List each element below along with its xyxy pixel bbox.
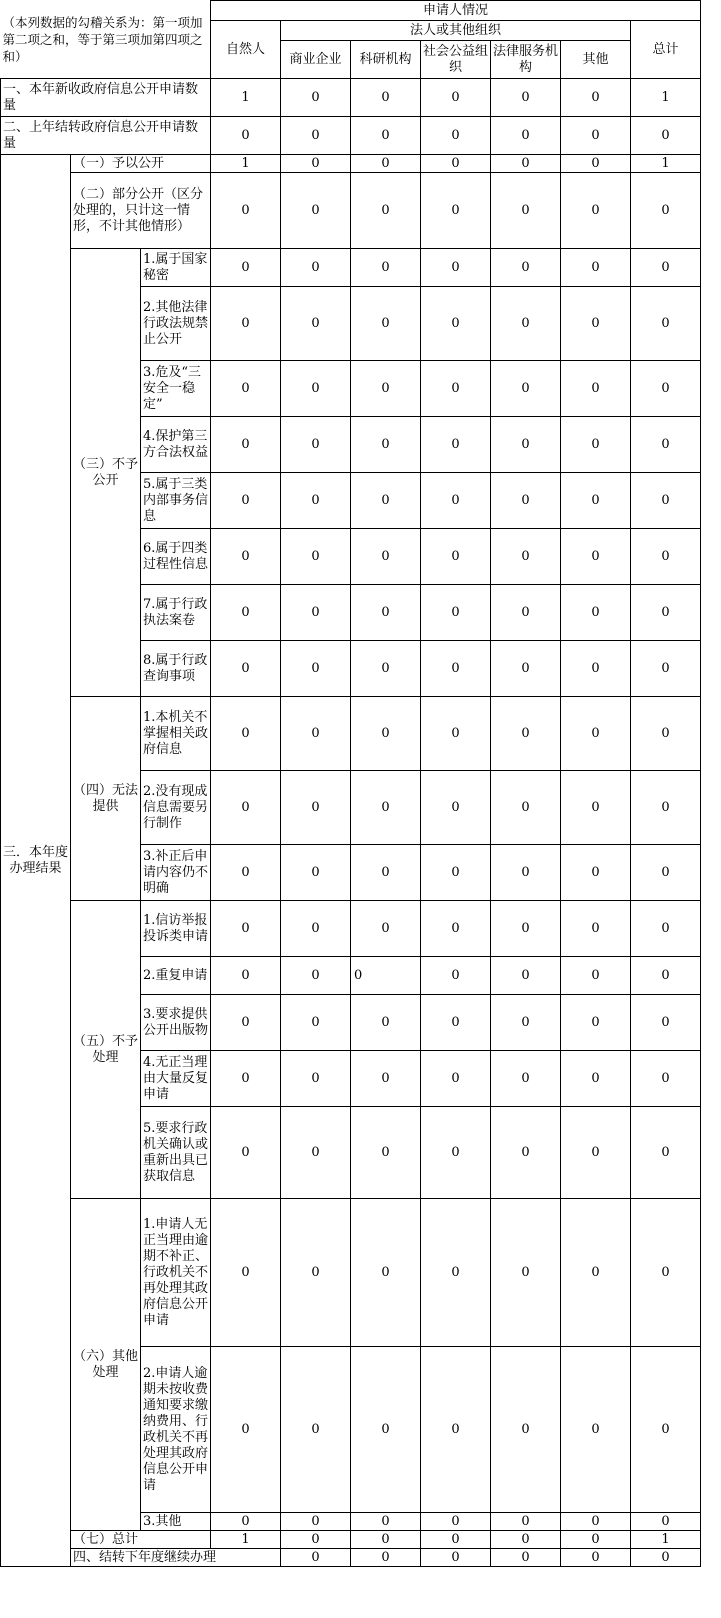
cell: 0 (351, 1513, 421, 1531)
row-label: （一）予以公开 (71, 155, 211, 173)
cell: 0 (561, 249, 631, 287)
cell: 0 (281, 641, 351, 697)
cell: 0 (211, 473, 281, 529)
cell: 0 (211, 117, 281, 155)
cell: 0 (491, 173, 561, 249)
cell: 0 (561, 845, 631, 901)
cell: 0 (211, 957, 281, 995)
cell: 0 (211, 995, 281, 1051)
cell: 0 (561, 697, 631, 771)
table-row (1, 155, 701, 173)
cell: 1 (211, 155, 281, 173)
table-row (1, 1199, 701, 1347)
cell: 0 (631, 473, 701, 529)
cell: 0 (281, 1531, 351, 1549)
header-total: 总计 (631, 21, 701, 79)
table-row (1, 697, 701, 771)
cell: 0 (491, 845, 561, 901)
row-label: 1.本机关不掌握相关政府信息 (141, 697, 211, 771)
cell: 1 (211, 1531, 281, 1549)
cell: 0 (211, 361, 281, 417)
cell: 0 (631, 1199, 701, 1347)
cell: 0 (421, 473, 491, 529)
cell: 0 (211, 173, 281, 249)
cell: 0 (281, 995, 351, 1051)
cell: 0 (281, 529, 351, 585)
cell: 0 (421, 1513, 491, 1531)
row-label: 4.无正当理由大量反复申请 (141, 1051, 211, 1107)
cell: 1 (631, 79, 701, 117)
table-row (1, 1531, 701, 1549)
cell: 0 (211, 585, 281, 641)
table-row (1, 249, 701, 287)
row-label: 4.保护第三方合法权益 (141, 417, 211, 473)
table-row (1, 901, 701, 957)
cell: 0 (211, 1199, 281, 1347)
cell: 0 (421, 845, 491, 901)
header-legal-service: 法律服务机构 (491, 41, 561, 79)
cell: 0 (351, 1107, 421, 1199)
cell: 0 (351, 585, 421, 641)
cell: 0 (351, 1199, 421, 1347)
cell: 0 (211, 771, 281, 845)
cell: 0 (491, 79, 561, 117)
cell: 0 (351, 697, 421, 771)
cell: 0 (561, 79, 631, 117)
cell: 0 (491, 155, 561, 173)
cell: 0 (561, 957, 631, 995)
cell: 0 (561, 1107, 631, 1199)
cell: 0 (351, 995, 421, 1051)
cell: 0 (211, 1051, 281, 1107)
cell: 0 (561, 173, 631, 249)
cell: 0 (631, 1051, 701, 1107)
cell: 0 (281, 417, 351, 473)
cell: 0 (351, 1347, 421, 1513)
cell: 0 (351, 287, 421, 361)
header-natural-person: 自然人 (211, 21, 281, 79)
cell: 0 (561, 473, 631, 529)
cell: 0 (281, 1199, 351, 1347)
table-row (1, 173, 701, 249)
cell: 0 (561, 641, 631, 697)
cell: 0 (281, 249, 351, 287)
cell: 0 (421, 173, 491, 249)
cell: 0 (351, 361, 421, 417)
cell: 0 (351, 529, 421, 585)
cell: 0 (351, 1051, 421, 1107)
cell: 0 (421, 155, 491, 173)
cell: 0 (281, 957, 351, 995)
cell: 0 (561, 155, 631, 173)
cell: 0 (631, 1107, 701, 1199)
row-label: 3.要求提供公开出版物 (141, 995, 211, 1051)
cell: 0 (561, 417, 631, 473)
cell: 1 (631, 155, 701, 173)
cell: 0 (491, 957, 561, 995)
row-label: 5.要求行政机关确认或重新出具已获取信息 (141, 1107, 211, 1199)
cell: 0 (211, 287, 281, 361)
cell: 0 (211, 529, 281, 585)
cell: 0 (561, 361, 631, 417)
cell: 0 (281, 1347, 351, 1513)
cell: 0 (351, 845, 421, 901)
row-label: 1.信访举报投诉类申请 (141, 901, 211, 957)
cell: 0 (421, 287, 491, 361)
cell: 0 (421, 995, 491, 1051)
cell: 0 (631, 957, 701, 995)
cell: 0 (281, 1549, 351, 1567)
cell: 0 (491, 417, 561, 473)
cell: 0 (561, 1549, 631, 1567)
cell: 0 (421, 957, 491, 995)
cell: 0 (491, 1513, 561, 1531)
cell: 0 (211, 845, 281, 901)
cell: 0 (281, 1513, 351, 1531)
cell: 0 (421, 1347, 491, 1513)
cell: 0 (281, 287, 351, 361)
header-applicant-situation: 申请人情况 (211, 1, 701, 21)
cell: 0 (421, 901, 491, 957)
cell: 0 (631, 117, 701, 155)
cell: 0 (351, 473, 421, 529)
cell: 0 (631, 901, 701, 957)
cell: 0 (561, 1347, 631, 1513)
cell: 0 (491, 1549, 561, 1567)
cell: 0 (421, 641, 491, 697)
row-label: 5.属于三类内部事务信息 (141, 473, 211, 529)
cell: 0 (421, 1549, 491, 1567)
cell: 0 (631, 1549, 701, 1567)
cell: 0 (561, 117, 631, 155)
cell: 0 (491, 287, 561, 361)
cell: 0 (281, 117, 351, 155)
cell: 0 (351, 1549, 421, 1567)
header-other: 其他 (561, 41, 631, 79)
cell: 0 (421, 1199, 491, 1347)
cell: 0 (631, 361, 701, 417)
cell: 0 (421, 361, 491, 417)
row-label: （二）部分公开（区分处理的，只计这一情形，不计其他情形） (71, 173, 211, 249)
cell: 0 (211, 417, 281, 473)
cell: 0 (631, 417, 701, 473)
row-label: 7.属于行政执法案卷 (141, 585, 211, 641)
cell: 0 (281, 1107, 351, 1199)
cell: 0 (491, 585, 561, 641)
cell: 0 (281, 585, 351, 641)
group-unable-provide-label: （四）无法 提供 (71, 697, 141, 901)
cell: 0 (491, 771, 561, 845)
header-commercial: 商业企业 (281, 41, 351, 79)
cell: 0 (211, 697, 281, 771)
cell: 0 (211, 901, 281, 957)
group-other-processing-label: （六）其他 处理 (71, 1199, 141, 1531)
cell: 0 (351, 641, 421, 697)
cell: 0 (351, 417, 421, 473)
cell: 0 (561, 901, 631, 957)
cell: 0 (351, 957, 421, 995)
cell: 0 (211, 641, 281, 697)
row-label: 3.危及“三安全一稳定” (141, 361, 211, 417)
cell: 0 (351, 249, 421, 287)
cell: 0 (561, 995, 631, 1051)
cell: 0 (281, 361, 351, 417)
row-label: 8.属于行政查询事项 (141, 641, 211, 697)
header-social-welfare: 社会公益组织 (421, 41, 491, 79)
cell: 0 (421, 529, 491, 585)
cell: 0 (561, 585, 631, 641)
row-label: 3.其他 (141, 1513, 211, 1531)
cell: 0 (631, 249, 701, 287)
header-research: 科研机构 (351, 41, 421, 79)
cell: 0 (631, 995, 701, 1051)
cell: 0 (631, 771, 701, 845)
cell: 0 (491, 1531, 561, 1549)
cell: 0 (561, 1513, 631, 1531)
table-row (1, 1549, 701, 1567)
cell: 0 (351, 771, 421, 845)
cell: 0 (631, 697, 701, 771)
cell: 0 (631, 845, 701, 901)
row-label: 一、本年新收政府信息公开申请数量 (1, 79, 211, 117)
cell: 0 (211, 249, 281, 287)
row-label: 2.没有现成信息需要另行制作 (141, 771, 211, 845)
group-no-disclosure-label: （三）不予公开 (71, 249, 141, 697)
cell: 1 (211, 79, 281, 117)
cell: 0 (561, 1531, 631, 1549)
cell: 0 (491, 901, 561, 957)
cell: 0 (421, 1051, 491, 1107)
cell: 0 (491, 697, 561, 771)
cell: 0 (351, 117, 421, 155)
cell: 0 (631, 585, 701, 641)
cell: 0 (561, 529, 631, 585)
cell: 0 (491, 249, 561, 287)
cell: 0 (351, 901, 421, 957)
cell: 0 (211, 1107, 281, 1199)
cell: 0 (281, 901, 351, 957)
cell: 0 (281, 473, 351, 529)
cell: 0 (491, 1199, 561, 1347)
cell: 0 (491, 641, 561, 697)
cell: 1 (631, 1531, 701, 1549)
cell: 0 (561, 287, 631, 361)
cell: 0 (491, 529, 561, 585)
cell: 0 (421, 585, 491, 641)
row-label: 二、上年结转政府信息公开申请数量 (1, 117, 211, 155)
section3-label: 三．本年度办理结果 (1, 155, 71, 1567)
cell: 0 (281, 697, 351, 771)
cell: 0 (351, 79, 421, 117)
cell: 0 (631, 529, 701, 585)
cell: 0 (631, 287, 701, 361)
row-label: 2.其他法律行政法规禁止公开 (141, 287, 211, 361)
row-label: 1.申请人无正当理由逾期不补正、行政机关不再处理其政府信息公开申请 (141, 1199, 211, 1347)
cell: 0 (631, 641, 701, 697)
row-label: 1.属于国家秘密 (141, 249, 211, 287)
cell: 0 (281, 771, 351, 845)
cell: 0 (561, 771, 631, 845)
cell: 0 (351, 155, 421, 173)
cell: 0 (421, 1531, 491, 1549)
cell: 0 (351, 1531, 421, 1549)
cell: 0 (281, 173, 351, 249)
table-row (1, 79, 701, 117)
cell: 0 (421, 697, 491, 771)
cell: 0 (421, 771, 491, 845)
cell: 0 (491, 361, 561, 417)
cell: 0 (491, 995, 561, 1051)
header-legal-orgs: 法人或其他组织 (281, 21, 631, 41)
cell: 0 (281, 845, 351, 901)
row-label: 四、结转下年度继续办理 (71, 1549, 281, 1567)
row-label: 6.属于四类过程性信息 (141, 529, 211, 585)
row-label: 3.补正后申请内容仍不明确 (141, 845, 211, 901)
cell: 0 (631, 1513, 701, 1531)
cell: 0 (421, 117, 491, 155)
cell: 0 (561, 1051, 631, 1107)
cell: 0 (491, 1107, 561, 1199)
cell: 0 (211, 1347, 281, 1513)
cell: 0 (211, 1513, 281, 1531)
cell: 0 (491, 1051, 561, 1107)
cell: 0 (281, 79, 351, 117)
cell: 0 (631, 1347, 701, 1513)
cell: 0 (631, 173, 701, 249)
table-row (1, 117, 701, 155)
cell: 0 (421, 79, 491, 117)
cell: 0 (421, 1107, 491, 1199)
cell: 0 (351, 173, 421, 249)
cell: 0 (421, 249, 491, 287)
row-label: （七）总计 (71, 1531, 211, 1549)
row-label: 2.重复申请 (141, 957, 211, 995)
cell: 0 (421, 417, 491, 473)
row-label: 2.申请人逾期未按收费通知要求缴纳费用、行政机关不再处理其政府信息公开申请 (141, 1347, 211, 1513)
cell: 0 (491, 1347, 561, 1513)
group-not-processed-label: （五）不予 处理 (71, 901, 141, 1199)
cell: 0 (491, 117, 561, 155)
cell: 0 (281, 155, 351, 173)
cell: 0 (491, 473, 561, 529)
cell: 0 (561, 1199, 631, 1347)
cell: 0 (281, 1051, 351, 1107)
header-note: （本列数据的勾稽关系为：第一项加第二项之和，等于第三项加第四项之和） (1, 1, 211, 79)
